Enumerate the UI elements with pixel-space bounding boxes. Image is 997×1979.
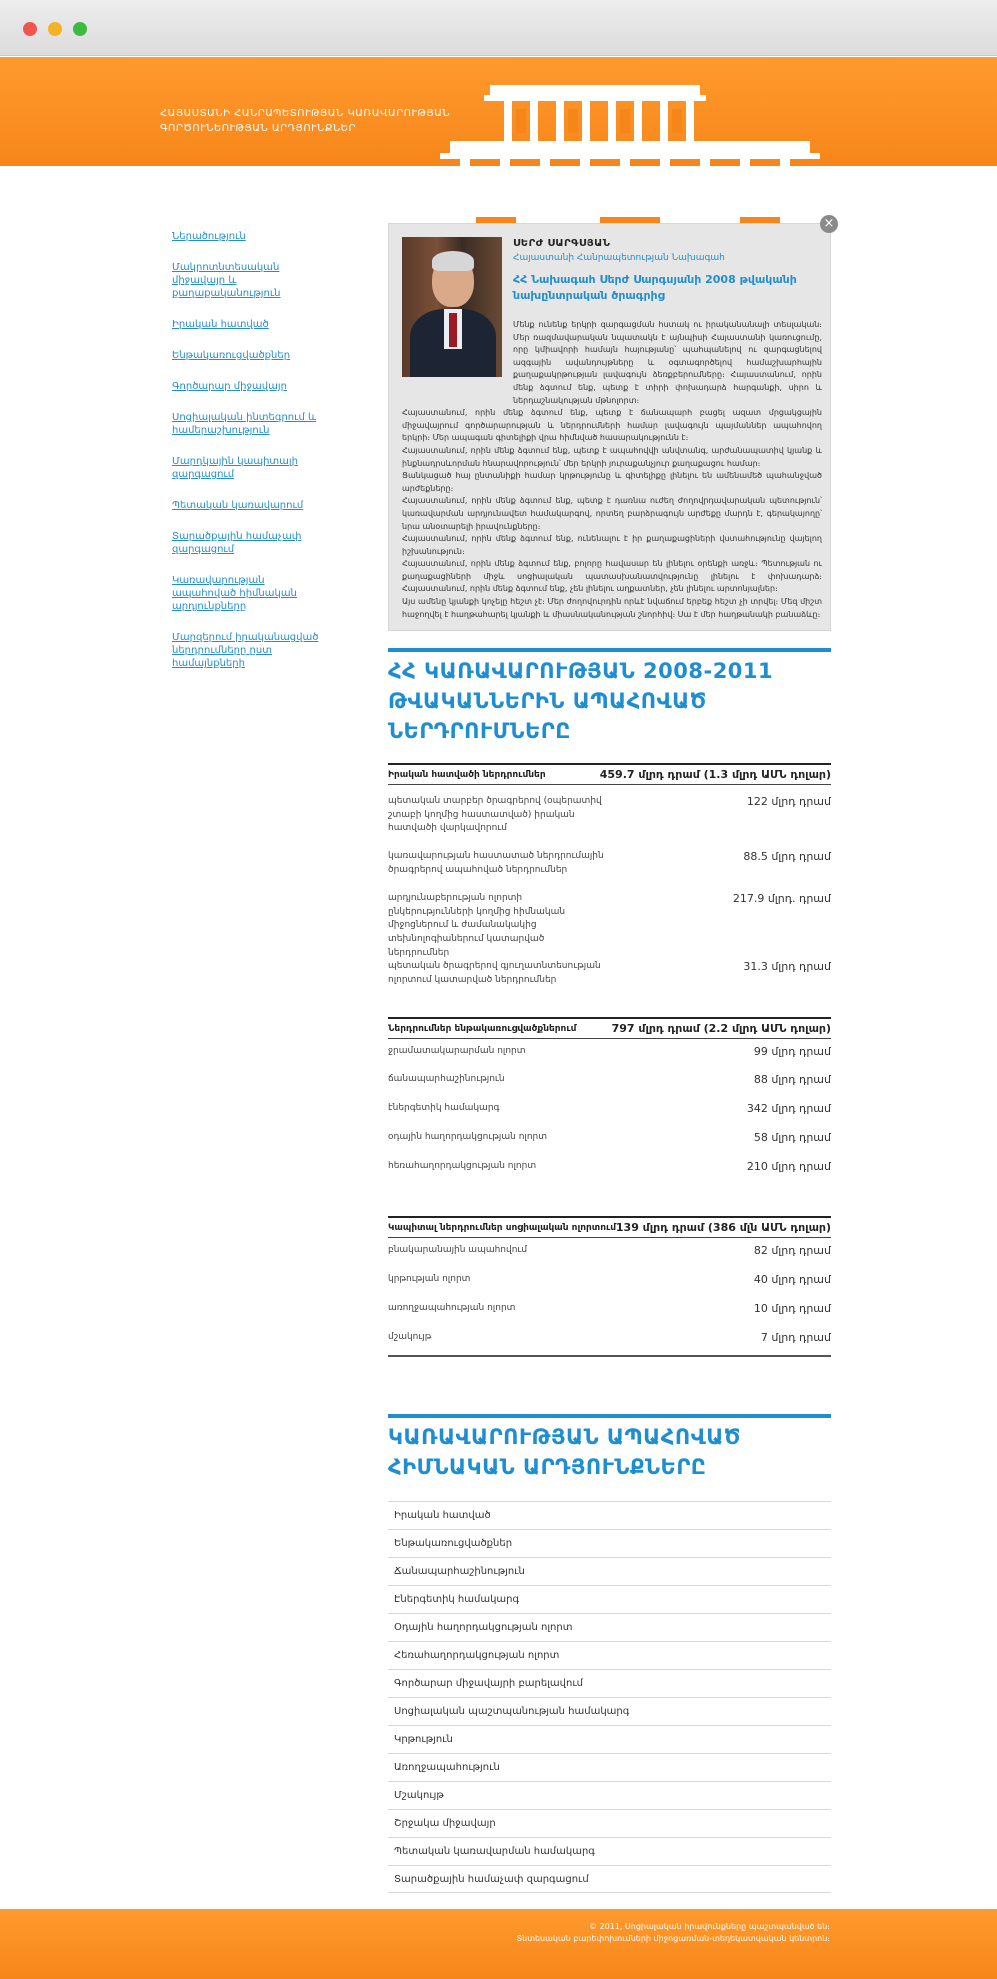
investment-row-value: 7 մլրդ դրամ <box>760 1331 831 1344</box>
investment-row-value: 88 մլրդ դրամ <box>753 1073 831 1086</box>
investment-row-value: 82 մլրդ դրամ <box>753 1244 831 1257</box>
investment-row-label: կառավարության հաստատած ներդրումային ծրագրերով ապահոված ներդրումներ <box>388 851 604 875</box>
investment-row-value: 342 մլրդ դրամ <box>746 1102 831 1115</box>
investment-row <box>388 850 831 892</box>
sidebar-item-territorial-development[interactable]: Տարածքային համաչափ զարգացում <box>172 531 302 555</box>
excerpt-paragraph: Հայաստանում, որին մենք ձգտում ենք, ունենալու է իր քաղաքացիների վստահությունը վայելող իշխանություն։ <box>402 534 822 556</box>
investment-row-value: 10 մլրդ դրամ <box>753 1302 831 1315</box>
investment-row-label: պետական ծրագրերով գյուղատնտեսության ոլորտում կատարված ներդրումներ <box>388 961 601 985</box>
investment-group-social <box>388 1216 831 1357</box>
results-item[interactable]: Առողջապահություն <box>388 1753 831 1781</box>
results-item[interactable]: Ճանապարհաշինություն <box>388 1557 831 1585</box>
brand-line-2: ԳՈՐԾՈՒՆԵՈՒԹՅԱՆ ԱՐԴՅՈՒՆՔՆԵՐ <box>160 123 356 134</box>
results-item[interactable]: Կրթություն <box>388 1725 831 1753</box>
investment-row <box>388 1331 831 1355</box>
sidebar-item-macroeconomy[interactable]: Մակրոտնտեսական միջավայր և քաղաքականություն <box>172 262 281 299</box>
investment-row-value: 122 մլրդ դրամ <box>746 795 831 808</box>
investment-group-header <box>388 763 831 785</box>
investment-row <box>388 1073 831 1102</box>
investment-row <box>388 1160 831 1189</box>
investment-group-total: 459.7 մլրդ դրամ (1.3 մլրդ ԱՄՆ դոլար) <box>599 768 831 781</box>
results-item[interactable]: Մշակույթ <box>388 1781 831 1809</box>
investment-row-value: 40 մլրդ դրամ <box>753 1273 831 1286</box>
investment-row-label: հեռահաղորդակցության ոլորտ <box>388 1161 537 1171</box>
results-item[interactable]: Իրական հատված <box>388 1501 831 1529</box>
results-list <box>388 1501 831 1893</box>
investment-row <box>388 1102 831 1131</box>
investment-row <box>388 1302 831 1331</box>
results-item[interactable]: Պետական կառավարման համակարգ <box>388 1837 831 1865</box>
government-building-illustration <box>420 81 840 237</box>
investment-row-value: 58 մլրդ դրամ <box>753 1131 831 1144</box>
results-section <box>388 1414 831 1482</box>
investment-row-label: էներգետիկ համակարգ <box>388 1103 500 1113</box>
investment-row-label: արդյունաբերության ոլորտի ընկերությունների կողմից հիմնական միջոցներում և ժամանակակից տեխնոլոգիաներում կատարված ներդրումներ <box>388 893 566 958</box>
investment-row-label: առողջապահության ոլորտ <box>388 1303 516 1313</box>
excerpt-paragraph: Մենք ունենք երկրի զարգացման հստակ ու իրականանալի տեսլական։ Մեր ռազմավարական նպատակն է այնպիսի Հայաստանի կառուցումը, որը կմիավորի համայն հայությանը՝ պահպանելով ու զարգացնելով ազգային ավանդույթները և օգտագործելով համաշխարհային քաղաքակրթության լավագույն ձեռքբերումները։ Հայաստանում, որին մենք ձգտում ենք, պետք է տիրի փոխադարձ հարգանքի, սիրո և ներդաշնակության մթնոլորտ։ <box>513 320 822 405</box>
excerpt-paragraph: Հայաստանում, որին մենք ձգտում ենք, պետք է դառնա ուժեղ ժողովրդավարական պետություն՝ կառավարման արդյունավետ համակարգով, որտեղ բարձրագույն արժեքը մարդն է, գերակայողը՝ նրա անօտարելի իրավունքները։ <box>402 496 822 531</box>
sidebar-item-government-results[interactable]: Կառավարության ապահոված հիմնական արդյունքները <box>172 575 297 612</box>
excerpt-paragraph: Հայաստանում, որին մենք ձգտում ենք, բոլորը հավասար են լինելու օրենքի առջև։ Պետության ու քաղաքացիների միջև սոցիալական պատասխանատվությունը լինելու է փոխադարձ։ Հայաստանում, որին մենք ձգտում ենք, չեն լինելու աղքատներ, չեն լինելու արտոնյալներ։ <box>402 559 822 594</box>
results-item[interactable]: Հեռահաղորդակցության ոլորտ <box>388 1641 831 1669</box>
program-excerpt <box>402 319 822 621</box>
investment-row-label: ճանապարհաշինություն <box>388 1074 505 1084</box>
sidebar-item-introduction[interactable]: Ներածություն <box>172 231 246 242</box>
results-item[interactable]: Ենթակառուցվածքներ <box>388 1529 831 1557</box>
investment-row-value: 210 մլրդ դրամ <box>746 1160 831 1173</box>
results-item[interactable]: Սոցիալական պաշտպանության համակարգ <box>388 1697 831 1725</box>
investment-group-total: 139 մլրդ դրամ (386 մլն ԱՄՆ դոլար) <box>615 1221 831 1234</box>
investment-group-label: Իրական հատվածի ներդրումներ <box>388 770 546 780</box>
site-footer <box>0 1909 997 1979</box>
excerpt-paragraph: Հայաստանում, որին մենք ձգտում ենք, պետք է ապահովվի անվտանգ, արժանապատիվ կյանք և ինքնադրսևորման հնարավորություն՝ մեր երկրի յուրաքանչյուր քաղաքացու համար։ <box>402 445 822 468</box>
excerpt-paragraph: Այս ամենը կյանքի կոչելը հեշտ չէ։ Մեր ժողովուրդին որևէ նվաճում երբեք հեշտ չի տրվել։ Մեզ միշտ հաջողվել է հաղթահարել կյանքի և միասնականության շնորհիվ։ Սա է մեր հաղթանակի բանաձևը։ <box>402 597 822 619</box>
investment-row-label: օդային հաղորդակցության ոլորտ <box>388 1132 548 1142</box>
investment-row-value: 88.5 մլրդ դրամ <box>743 850 831 863</box>
minimize-window-icon[interactable] <box>48 22 62 36</box>
investment-row <box>388 1131 831 1160</box>
investment-row-label: ջրամատակարարման ոլորտ <box>388 1046 526 1056</box>
investment-row <box>388 1273 831 1302</box>
footer-text <box>516 1921 830 1945</box>
investment-row-label: մշակույթ <box>388 1332 432 1342</box>
investment-group-header <box>388 1216 831 1238</box>
president-name: ՍԵՐԺ ՍԱՐԳՍՅԱՆ <box>513 238 611 249</box>
investment-row <box>388 1244 831 1273</box>
investment-group-total: 797 մլրդ դրամ (2.2 մլրդ ԱՄՆ դոլար) <box>611 1022 831 1035</box>
investments-heading: ՀՀ ԿԱՌԱՎԱՐՈՒԹՅԱՆ 2008-2011 ԹՎԱԿԱՆՆԵՐԻՆ ԱՊԱՀՈՎԱԾ ՆԵՐԴՐՈՒՄՆԵՐԸ <box>388 659 774 743</box>
site-brand[interactable] <box>160 106 450 136</box>
president-role: Հայաստանի Հանրապետության Նախագահ <box>513 253 725 263</box>
investment-row-value: 31.3 մլրդ դրամ <box>743 960 831 973</box>
results-item[interactable]: Օդային հաղորդակցության ոլորտ <box>388 1613 831 1641</box>
investment-row-label: պետական տարբեր ծրագրերով (օպերատիվ շտաբի կողմից հաստատված) իրական հատվածի վարկավորում <box>388 796 602 834</box>
investment-row <box>388 892 831 960</box>
investment-group-real-sector <box>388 763 831 1020</box>
sidebar-item-regional-investments[interactable]: Մարզերում իրականացված ներդրումները ըստ համայնքների <box>172 632 319 669</box>
investment-row-label: կրթության ոլորտ <box>388 1274 471 1284</box>
investment-row-value: 99 մլրդ դրամ <box>753 1045 831 1058</box>
results-item[interactable]: Տարածքային համաչափ զարգացում <box>388 1865 831 1893</box>
results-item[interactable]: Էներգետիկ համակարգ <box>388 1585 831 1613</box>
sidebar-item-infrastructure[interactable]: Ենթակառուցվածքներ <box>172 350 291 361</box>
investment-group-header <box>388 1017 831 1039</box>
investment-group-footer-rule <box>388 1355 831 1357</box>
results-item[interactable]: Գործարար միջավայրի բարելավում <box>388 1669 831 1697</box>
browser-chrome <box>0 0 997 56</box>
results-item[interactable]: Շրջակա միջավայր <box>388 1809 831 1837</box>
investment-row <box>388 960 831 1020</box>
brand-line-1: ՀԱՅԱՍՏԱՆԻ ՀԱՆՐԱՊԵՏՈՒԹՅԱՆ ԿԱՌԱՎԱՐՈՒԹՅԱՆ <box>160 108 451 119</box>
excerpt-paragraph: Հայաստանում, որին մենք ձգտում ենք, պետք է ճանապարհ բացել ազատ մրցակցային միջավայրում գործարարության և ներդրումների համար լավագույն պայմաններ ապահովող երկրի։ Մեր ապագան գիտելիքի վրա հիմնված հասարակությունն է։ <box>402 408 822 443</box>
program-title: ՀՀ Նախագահ Սերժ Սարգսյանի 2008 թվականի նախընտրական ծրագրից <box>513 273 797 302</box>
close-panel-button[interactable]: × <box>820 215 838 233</box>
investment-group-label: Ներդրումներ ենթակառուցվածքներում <box>388 1024 577 1034</box>
maximize-window-icon[interactable] <box>73 22 87 36</box>
investment-group-infrastructure <box>388 1017 831 1189</box>
excerpt-paragraph: Ցանկացած հայ ընտանիքի համար կրթությունը և գիտելիքը լինելու են ամենամեծ պահանջված արժեքները։ <box>402 471 822 493</box>
president-quote-panel <box>388 223 831 631</box>
investments-section <box>388 648 831 746</box>
sidebar-item-human-capital[interactable]: Մարդկային կապիտալի զարգացում <box>172 456 298 480</box>
investment-row <box>388 1045 831 1073</box>
sidebar-item-real-sector[interactable]: Իրական հատված <box>172 319 269 330</box>
investment-row-label: բնակարանային ապահովում <box>388 1245 528 1255</box>
site-header <box>0 57 997 166</box>
investment-row-value: 217.9 մլրդ. դրամ <box>732 892 831 905</box>
results-heading: ԿԱՌԱՎԱՐՈՒԹՅԱՆ ԱՊԱՀՈՎԱԾ ՀԻՄՆԱԿԱՆ ԱՐԴՅՈՒՆՔՆԵՐԸ <box>388 1425 741 1479</box>
investment-group-label: Կապիտալ ներդրումներ սոցիալական ոլորտում <box>388 1223 617 1233</box>
investment-row <box>388 795 831 850</box>
close-window-icon[interactable] <box>23 22 37 36</box>
sidebar-item-social-integration[interactable]: Սոցիալական ինտեգրում և համերաշխություն <box>172 412 317 436</box>
sidebar-nav <box>172 230 322 688</box>
sidebar-item-business-environment[interactable]: Գործարար միջավայր <box>172 381 287 392</box>
footer-copyright: © 2011, Սոցիալական իրավունքները պաշտպանված են։ <box>588 1922 830 1931</box>
footer-credit: Տնտեսական բարեփոխումների միջոցառման-տեղեկատվական կենտրոն։ <box>516 1934 830 1943</box>
sidebar-item-public-administration[interactable]: Պետական կառավարում <box>172 500 304 511</box>
